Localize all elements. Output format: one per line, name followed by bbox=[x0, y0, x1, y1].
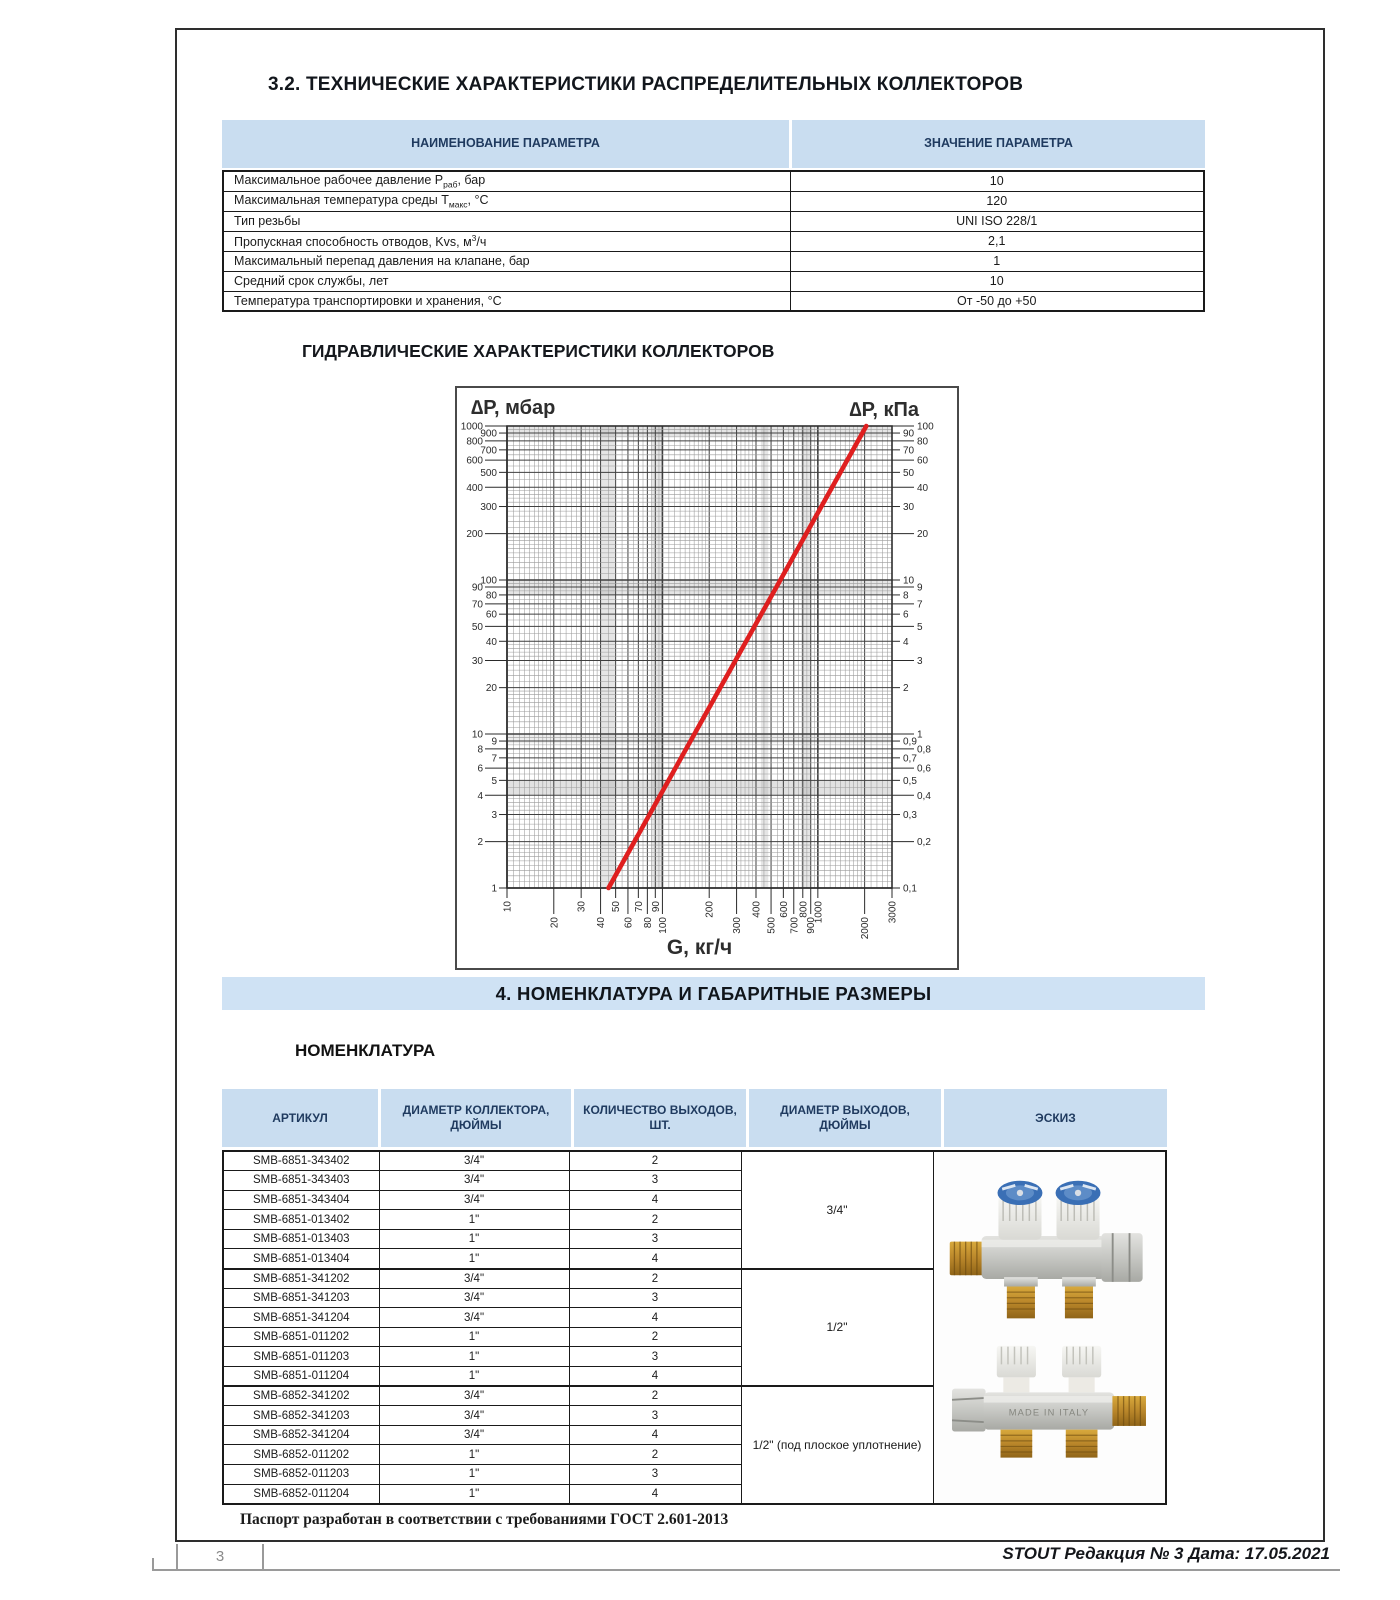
param-row bbox=[223, 291, 1204, 311]
param-value: 10 bbox=[790, 171, 1204, 191]
param-value: От -50 до +50 bbox=[790, 291, 1204, 311]
svg-text:800: 800 bbox=[466, 436, 483, 448]
collector-diameter-cell: 3/4" bbox=[379, 1269, 569, 1289]
svg-text:0,6: 0,6 bbox=[917, 763, 931, 775]
hydraulic-chart bbox=[455, 386, 959, 970]
nomenclature-table-body bbox=[223, 1151, 1166, 1504]
collector-diameter-cell: 3/4" bbox=[379, 1288, 569, 1308]
nomenclature-row bbox=[223, 1151, 1166, 1171]
nomenclature-table-header bbox=[222, 1089, 1167, 1147]
page-number: 3 bbox=[215, 1548, 225, 1565]
svg-text:50: 50 bbox=[903, 467, 915, 479]
collector-diameter-cell: 3/4" bbox=[379, 1190, 569, 1210]
svg-text:60: 60 bbox=[485, 609, 497, 621]
collector-diameter-cell: 1" bbox=[379, 1484, 569, 1504]
svg-text:6: 6 bbox=[477, 763, 483, 775]
outlet-count-cell: 2 bbox=[569, 1327, 741, 1347]
section-3-2-title: 3.2. ТЕХНИЧЕСКИЕ ХАРАКТЕРИСТИКИ РАСПРЕДЕЛИТЕЛЬНЫХ КОЛЛЕКТОРОВ bbox=[268, 74, 1024, 95]
svg-text:600: 600 bbox=[466, 455, 483, 467]
outlet-count-cell: 2 bbox=[569, 1386, 741, 1406]
collector-diameter-cell: 1" bbox=[379, 1347, 569, 1367]
article-cell: SMB-6851-011203 bbox=[223, 1347, 379, 1367]
article-cell: SMB-6851-013402 bbox=[223, 1210, 379, 1230]
svg-text:80: 80 bbox=[642, 917, 654, 929]
svg-text:0,3: 0,3 bbox=[903, 810, 917, 822]
svg-text:50: 50 bbox=[471, 621, 483, 633]
footer-rule bbox=[264, 1569, 1340, 1571]
svg-text:200: 200 bbox=[704, 901, 716, 918]
nom-header-outlet-diameter: ДИАМЕТР ВЫХОДОВ, ДЮЙМЫ bbox=[749, 1089, 941, 1147]
svg-text:90: 90 bbox=[650, 901, 662, 913]
svg-text:30: 30 bbox=[576, 901, 588, 913]
outlet-count-cell: 3 bbox=[569, 1465, 741, 1485]
svg-text:10: 10 bbox=[502, 901, 514, 913]
svg-text:70: 70 bbox=[903, 445, 915, 457]
revision-footer: STOUT Редакция № 3 Дата: 17.05.2021 bbox=[1002, 1544, 1330, 1563]
svg-text:90: 90 bbox=[903, 428, 915, 440]
svg-text:5: 5 bbox=[491, 775, 497, 787]
svg-text:20: 20 bbox=[917, 529, 929, 541]
article-cell: SMB-6852-011202 bbox=[223, 1445, 379, 1465]
svg-text:900: 900 bbox=[806, 917, 818, 934]
outlet-count-cell: 3 bbox=[569, 1288, 741, 1308]
svg-text:100: 100 bbox=[657, 917, 669, 934]
svg-text:7: 7 bbox=[491, 753, 497, 765]
collector-diameter-cell: 1" bbox=[379, 1465, 569, 1485]
svg-text:6: 6 bbox=[903, 609, 909, 621]
svg-text:900: 900 bbox=[480, 428, 497, 440]
svg-text:80: 80 bbox=[485, 590, 497, 602]
outlet-diameter-cell: 1/2" (под плоское уплотнение) bbox=[741, 1386, 933, 1504]
param-name: Средний срок службы, лет bbox=[223, 271, 790, 291]
collector-diameter-cell: 1" bbox=[379, 1327, 569, 1347]
outlet-count-cell: 4 bbox=[569, 1484, 741, 1504]
svg-text:3: 3 bbox=[917, 656, 923, 668]
svg-text:∆P, кПа: ∆P, кПа bbox=[849, 399, 919, 421]
params-header-value: ЗНАЧЕНИЕ ПАРАМЕТРА bbox=[792, 120, 1205, 168]
article-cell: SMB-6851-013403 bbox=[223, 1229, 379, 1249]
nom-header-article: АРТИКУЛ bbox=[222, 1089, 378, 1147]
param-row bbox=[223, 191, 1204, 211]
collector-diameter-cell: 3/4" bbox=[379, 1425, 569, 1445]
page-number-notch bbox=[152, 1558, 176, 1571]
svg-text:600: 600 bbox=[778, 901, 790, 918]
svg-text:300: 300 bbox=[480, 502, 497, 514]
svg-text:60: 60 bbox=[623, 917, 635, 929]
params-table-header bbox=[222, 120, 1205, 168]
article-cell: SMB-6852-341204 bbox=[223, 1425, 379, 1445]
svg-text:2: 2 bbox=[477, 837, 483, 849]
param-row bbox=[223, 271, 1204, 291]
collector-diameter-cell: 3/4" bbox=[379, 1308, 569, 1328]
article-cell: SMB-6852-011203 bbox=[223, 1465, 379, 1485]
svg-text:70: 70 bbox=[633, 901, 645, 913]
collector-diameter-cell: 1" bbox=[379, 1249, 569, 1269]
svg-text:0,9: 0,9 bbox=[903, 736, 917, 748]
svg-text:50: 50 bbox=[611, 901, 623, 913]
svg-text:0,2: 0,2 bbox=[917, 837, 931, 849]
article-cell: SMB-6851-341204 bbox=[223, 1308, 379, 1328]
svg-text:0,1: 0,1 bbox=[903, 883, 917, 895]
svg-text:700: 700 bbox=[480, 445, 497, 457]
svg-text:30: 30 bbox=[471, 656, 483, 668]
outlet-count-cell: 4 bbox=[569, 1249, 741, 1269]
svg-text:20: 20 bbox=[549, 917, 561, 929]
outlet-count-cell: 3 bbox=[569, 1406, 741, 1426]
outlet-diameter-cell: 1/2" bbox=[741, 1269, 933, 1387]
svg-text:40: 40 bbox=[485, 636, 497, 648]
outlet-count-cell: 4 bbox=[569, 1308, 741, 1328]
outlet-count-cell: 2 bbox=[569, 1269, 741, 1289]
param-value: UNI ISO 228/1 bbox=[790, 211, 1204, 231]
param-name: Максимальный перепад давления на клапане, бар bbox=[223, 251, 790, 271]
svg-text:9: 9 bbox=[917, 582, 923, 594]
outlet-count-cell: 4 bbox=[569, 1425, 741, 1445]
svg-text:8: 8 bbox=[903, 590, 909, 602]
article-cell: SMB-6852-011204 bbox=[223, 1484, 379, 1504]
svg-text:100: 100 bbox=[480, 575, 497, 587]
svg-text:40: 40 bbox=[917, 482, 929, 494]
svg-text:90: 90 bbox=[471, 582, 483, 594]
collector-diameter-cell: 1" bbox=[379, 1445, 569, 1465]
svg-text:2: 2 bbox=[903, 683, 909, 695]
outlet-count-cell: 4 bbox=[569, 1190, 741, 1210]
svg-text:4: 4 bbox=[477, 790, 483, 802]
svg-text:300: 300 bbox=[732, 917, 744, 934]
shaded-bands bbox=[507, 426, 892, 888]
outlet-count-cell: 3 bbox=[569, 1229, 741, 1249]
svg-text:3000: 3000 bbox=[887, 901, 899, 924]
param-value: 1 bbox=[790, 251, 1204, 271]
article-cell: SMB-6851-011204 bbox=[223, 1367, 379, 1387]
svg-text:4: 4 bbox=[903, 636, 909, 648]
param-name: Максимальное рабочее давление $Р_{раб}$, бар bbox=[223, 171, 790, 191]
nom-header-sketch: ЭСКИЗ bbox=[944, 1089, 1167, 1147]
svg-text:30: 30 bbox=[903, 502, 915, 514]
param-value: 10 bbox=[790, 271, 1204, 291]
svg-text:500: 500 bbox=[480, 467, 497, 479]
axis-titles bbox=[471, 397, 920, 959]
collector-diameter-cell: 3/4" bbox=[379, 1406, 569, 1426]
chart-title: ГИДРАВЛИЧЕСКИЕ ХАРАКТЕРИСТИКИ КОЛЛЕКТОРОВ bbox=[302, 341, 775, 361]
svg-text:700: 700 bbox=[789, 917, 801, 934]
plot-frame bbox=[507, 426, 892, 888]
params-header-name: НАИМЕНОВАНИЕ ПАРАМЕТРА bbox=[222, 120, 789, 168]
article-cell: SMB-6852-341203 bbox=[223, 1406, 379, 1426]
sketch-images bbox=[937, 1174, 1163, 1480]
svg-text:1: 1 bbox=[491, 883, 497, 895]
svg-text:0,7: 0,7 bbox=[903, 753, 917, 765]
chart-canvas bbox=[457, 388, 957, 968]
svg-text:9: 9 bbox=[491, 736, 497, 748]
svg-text:100: 100 bbox=[917, 421, 934, 433]
svg-text:1000: 1000 bbox=[813, 901, 825, 924]
article-cell: SMB-6852-341202 bbox=[223, 1386, 379, 1406]
article-cell: SMB-6851-341203 bbox=[223, 1288, 379, 1308]
svg-text:G, кг/ч: G, кг/ч bbox=[666, 936, 733, 959]
svg-text:1000: 1000 bbox=[460, 421, 483, 433]
manifold-with-caps-photo bbox=[946, 1342, 1152, 1480]
param-value: 120 bbox=[790, 191, 1204, 211]
svg-text:80: 80 bbox=[917, 436, 929, 448]
svg-text:800: 800 bbox=[798, 901, 810, 918]
param-name: Тип резьбы bbox=[223, 211, 790, 231]
param-row bbox=[223, 251, 1204, 271]
article-cell: SMB-6851-343403 bbox=[223, 1171, 379, 1191]
outlet-count-cell: 4 bbox=[569, 1367, 741, 1387]
page-number-tab bbox=[176, 1544, 264, 1571]
svg-text:40: 40 bbox=[596, 917, 608, 929]
outlet-count-cell: 2 bbox=[569, 1445, 741, 1465]
svg-text:∆P, мбар: ∆P, мбар bbox=[471, 397, 556, 419]
nomenclature-subtitle: НОМЕНКЛАТУРА bbox=[295, 1041, 436, 1060]
collector-diameter-cell: 3/4" bbox=[379, 1151, 569, 1171]
section-4-banner: 4. НОМЕНКЛАТУРА И ГАБАРИТНЫЕ РАЗМЕРЫ bbox=[222, 977, 1205, 1010]
param-row bbox=[223, 211, 1204, 231]
svg-text:20: 20 bbox=[485, 683, 497, 695]
gost-footer-note: Паспорт разработан в соответствии с требованиями ГОСТ 2.601-2013 bbox=[240, 1511, 729, 1528]
svg-text:3: 3 bbox=[491, 810, 497, 822]
collector-diameter-cell: 1" bbox=[379, 1210, 569, 1230]
svg-text:70: 70 bbox=[471, 599, 483, 611]
article-cell: SMB-6851-011202 bbox=[223, 1327, 379, 1347]
outlet-count-cell: 3 bbox=[569, 1347, 741, 1367]
collector-diameter-cell: 3/4" bbox=[379, 1386, 569, 1406]
svg-text:0,5: 0,5 bbox=[903, 775, 917, 787]
svg-text:200: 200 bbox=[466, 529, 483, 541]
param-name: Пропускная способность отводов, Kvs, $м^3/ч$ bbox=[223, 231, 790, 251]
sketch-cell bbox=[933, 1151, 1166, 1504]
article-cell: SMB-6851-343402 bbox=[223, 1151, 379, 1171]
nom-header-outlet-count: КОЛИЧЕСТВО ВЫХОДОВ, ШТ. bbox=[574, 1089, 746, 1147]
collector-diameter-cell: 3/4" bbox=[379, 1171, 569, 1191]
outlet-count-cell: 2 bbox=[569, 1151, 741, 1171]
param-name: Максимальная температура среды $Т_{макс}$, °С bbox=[223, 191, 790, 211]
svg-text:0,4: 0,4 bbox=[917, 790, 931, 802]
svg-text:8: 8 bbox=[477, 744, 483, 756]
svg-text:400: 400 bbox=[751, 901, 763, 918]
nom-header-collector-diameter: ДИАМЕТР КОЛЛЕКТОРА, ДЮЙМЫ bbox=[381, 1089, 571, 1147]
article-cell: SMB-6851-343404 bbox=[223, 1190, 379, 1210]
svg-text:7: 7 bbox=[917, 599, 923, 611]
svg-text:5: 5 bbox=[917, 621, 923, 633]
param-row bbox=[223, 231, 1204, 251]
param-name: Температура транспортировки и хранения, °С bbox=[223, 291, 790, 311]
svg-text:2000: 2000 bbox=[860, 917, 872, 940]
outlet-diameter-cell: 3/4" bbox=[741, 1151, 933, 1269]
manifold-with-valves-photo bbox=[946, 1174, 1152, 1326]
svg-text:10: 10 bbox=[471, 729, 483, 741]
params-table bbox=[222, 170, 1205, 312]
param-value: 2,1 bbox=[790, 231, 1204, 251]
outlet-count-cell: 2 bbox=[569, 1210, 741, 1230]
svg-text:0,8: 0,8 bbox=[917, 744, 931, 756]
log-grid bbox=[507, 426, 892, 888]
svg-text:1: 1 bbox=[917, 729, 923, 741]
svg-text:500: 500 bbox=[766, 917, 778, 934]
svg-text:10: 10 bbox=[903, 575, 915, 587]
params-table-body bbox=[223, 171, 1204, 311]
article-cell: SMB-6851-341202 bbox=[223, 1269, 379, 1289]
collector-diameter-cell: 1" bbox=[379, 1367, 569, 1387]
collector-diameter-cell: 1" bbox=[379, 1229, 569, 1249]
outlet-count-cell: 3 bbox=[569, 1171, 741, 1191]
param-row bbox=[223, 171, 1204, 191]
svg-text:60: 60 bbox=[917, 455, 929, 467]
article-cell: SMB-6851-013404 bbox=[223, 1249, 379, 1269]
svg-text:400: 400 bbox=[466, 482, 483, 494]
made-in-italy-stamp: MADE IN ITALY bbox=[1009, 1408, 1090, 1419]
axis-labels bbox=[461, 422, 934, 940]
nomenclature-table bbox=[222, 1150, 1167, 1505]
